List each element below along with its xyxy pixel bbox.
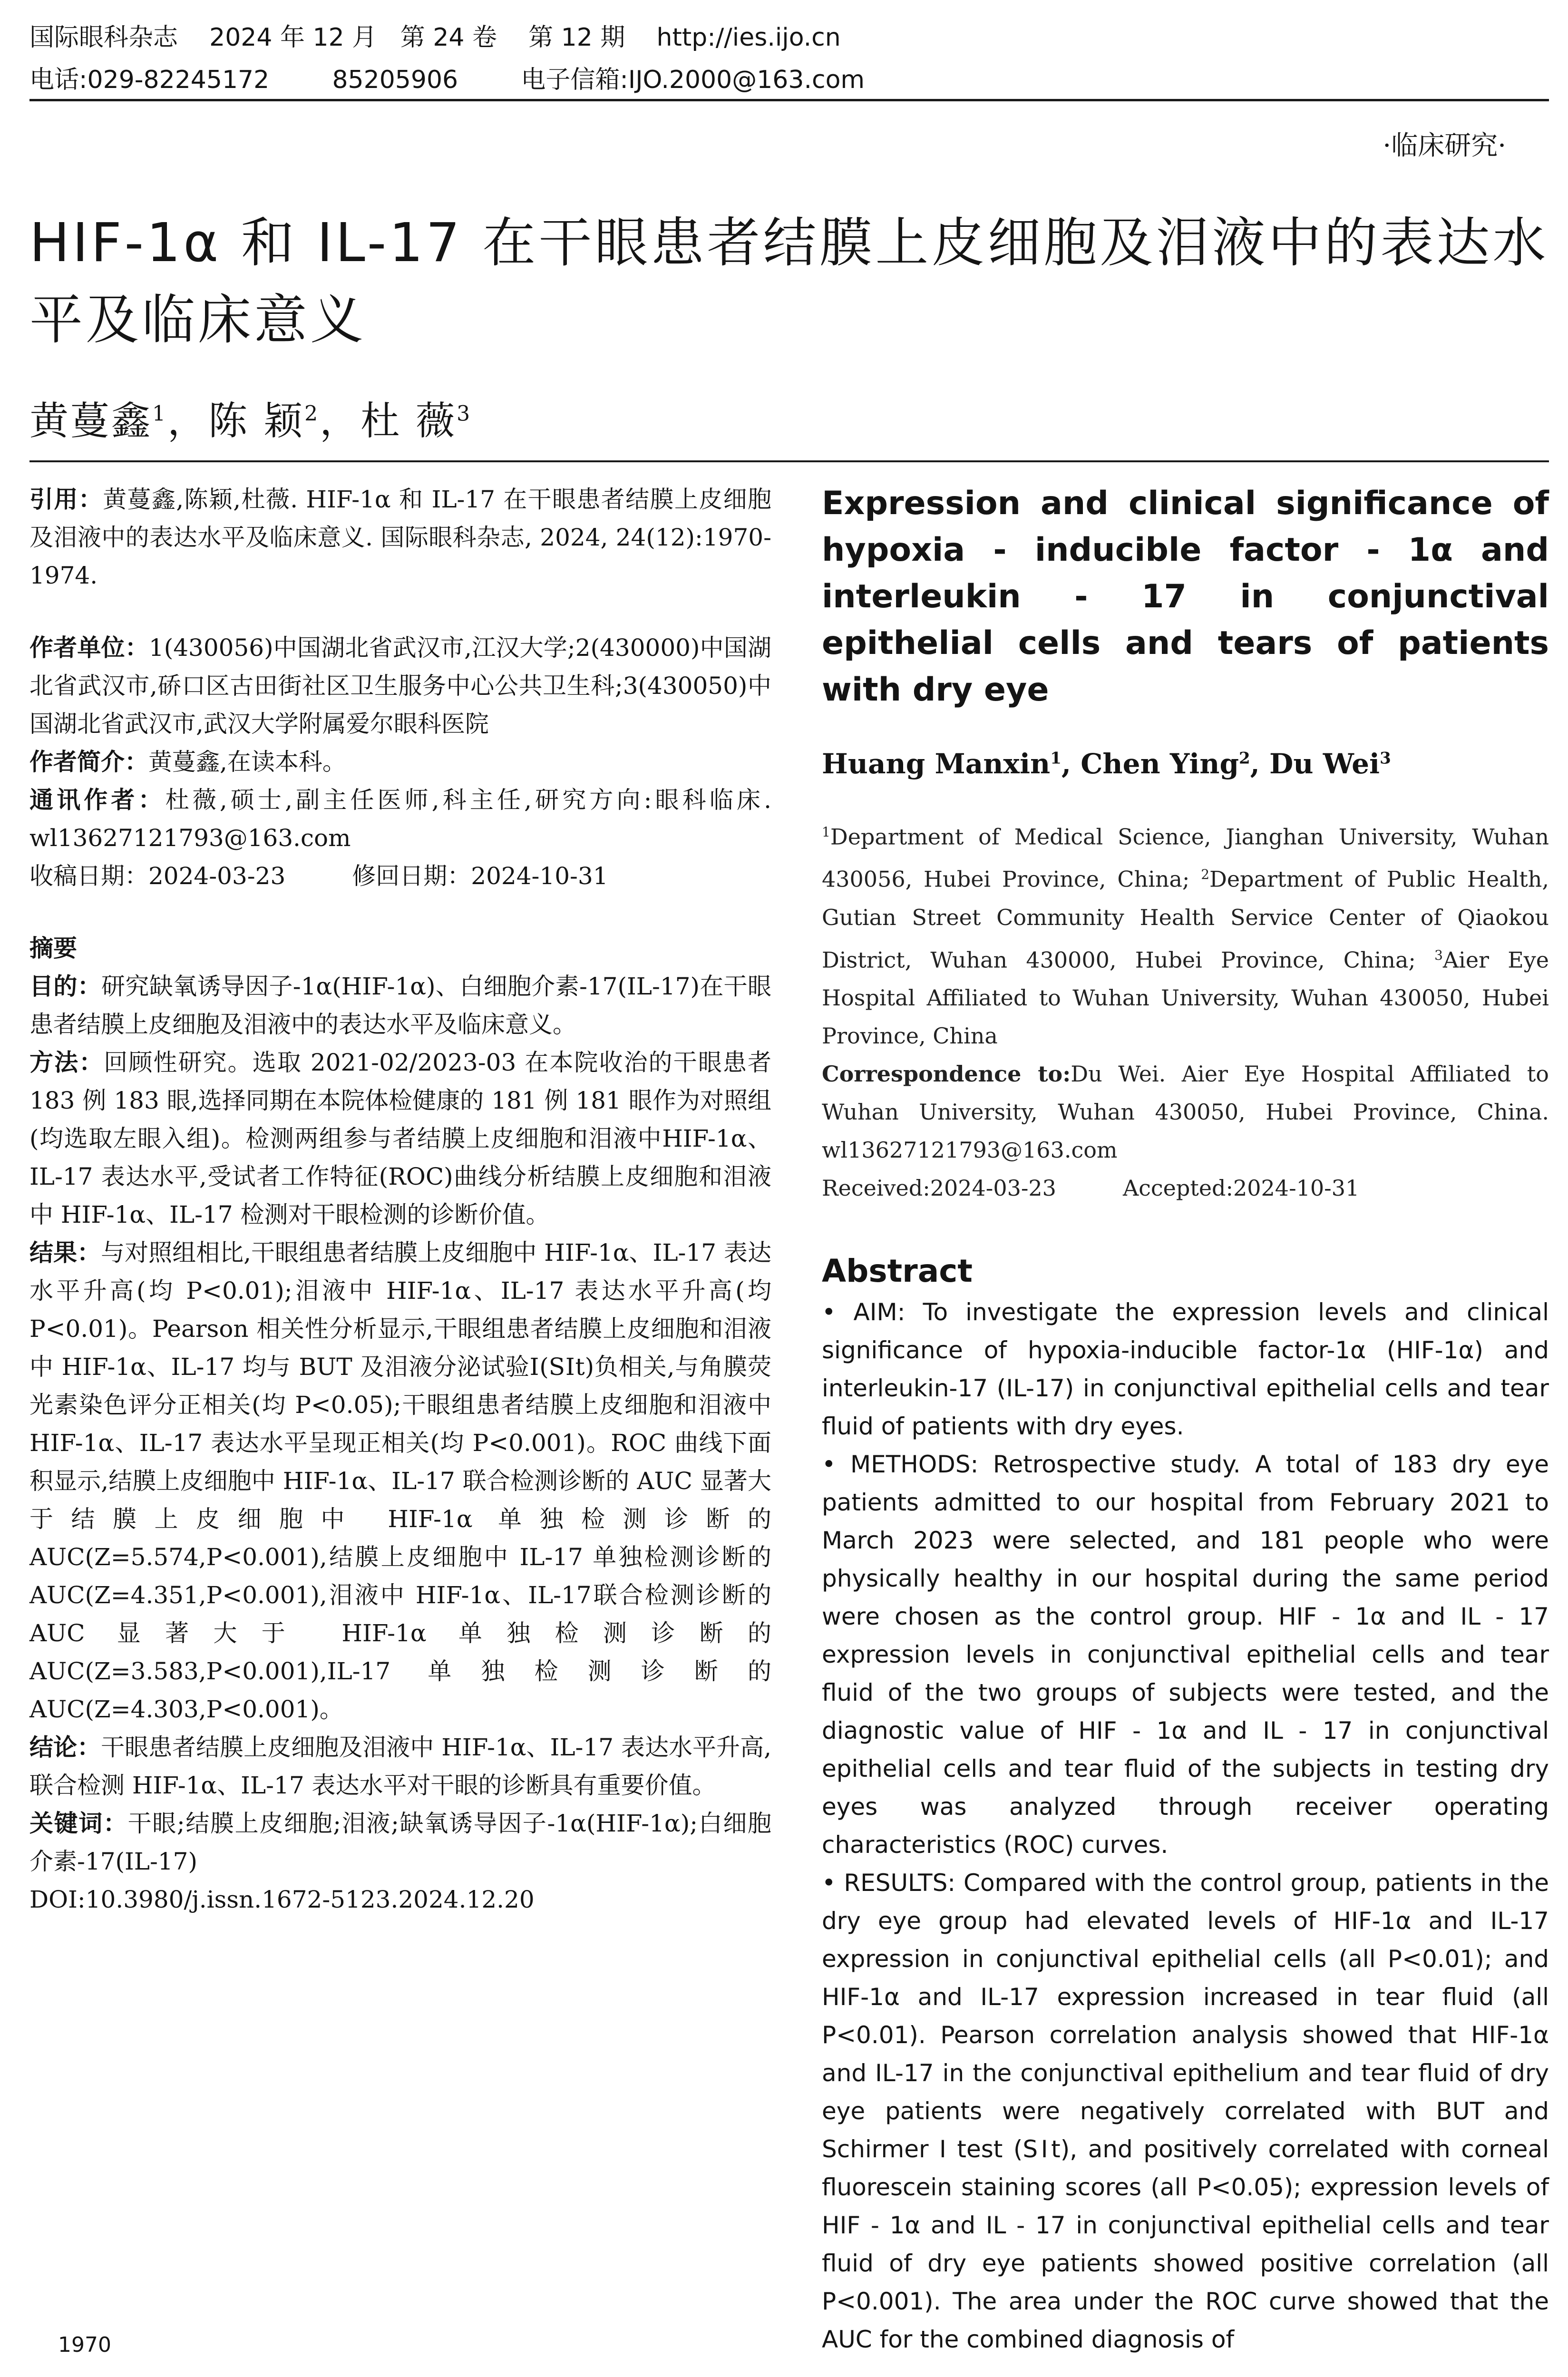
keywords-cn bbox=[29, 1804, 771, 1880]
aim-label: 目的： bbox=[29, 973, 102, 1000]
affiliation-label: 作者单位： bbox=[29, 634, 149, 662]
affil-3: Aier Eye Hospital Affiliated to Wuhan University, Wuhan 430050, Hubei Province, China bbox=[822, 946, 1549, 1049]
abstract-heading-en: Abstract bbox=[822, 1252, 973, 1289]
authors-divider bbox=[29, 460, 1549, 462]
methods-text: 回顾性研究。选取 2021-02/2023-03 在本院收治的干眼患者 183 例 183 眼,选择同期在本院体检健康的 181 例 181 眼作为对照组(均选取左眼入组)。检测两组参与者结膜上皮细胞和泪液中HIF-1α、IL-17 表达水平,受试者工作特征(ROC)曲线分析结膜上皮细胞和泪液中 HIF-1α、IL-17 检测对干眼检测的诊断价值。 bbox=[29, 1049, 771, 1228]
affil-sup-1: 1 bbox=[822, 824, 830, 840]
results-en: • RESULTS: Compared with the control group, patients in the dry eye group had elevated levels of HIF-1α and IL-17 expression in conjunctival epithelial cells (all P<0.01); and HIF-1α and IL-17 expression increased in tear fluid (all P<0.01). Pearson correlation analysis showed that HIF-1α and IL-17 in the conjunctival epithelium and tear fluid of dry eye patients were negatively correlated with BUT and Schirmer I test (SⅠt), and positively correlated with corneal fluorescein staining scores (all P<0.05); expression levels of HIF - 1α and IL - 17 in conjunctival epithelial cells and tear fluid of dry eye patients showed positive correlation (all P<0.001). The area under the ROC curve showed that the AUC for the combined diagnosis of bbox=[822, 1869, 1549, 2353]
results-cn bbox=[29, 1234, 771, 1728]
en-author-2: , Chen Ying bbox=[1061, 748, 1239, 780]
conclusion-text: 干眼患者结膜上皮细胞及泪液中 HIF-1α、IL-17 表达水平升高,联合检测 HIF-1α、IL-17 表达水平对干眼的诊断具有重要价值。 bbox=[29, 1734, 771, 1799]
methods-en: • METHODS: Retrospective study. A total of 183 dry eye patients admitted to our hospital from February 2021 to March 2023 were selected, and 181 people who were physically healthy in our hospital during the same period were chosen as the control group. HIF - 1α and IL - 17 expression levels in conjunctival epithelial cells and tear fluid of the two groups of subjects were tested, and the diagnostic value of HIF - 1α and IL - 17 in conjunctival epithelial cells and tear fluid of the subjects in testing dry eyes was analyzed through receiver operating characteristics (ROC) curves. bbox=[822, 1450, 1549, 1859]
journal-header-line2: 电话:029-82245172 85205906 电子信箱:IJO.2000@163.com bbox=[29, 66, 865, 94]
left-column-cn bbox=[29, 480, 771, 1919]
author-bio bbox=[29, 743, 771, 781]
citation bbox=[29, 480, 771, 594]
methods-cn bbox=[29, 1043, 771, 1234]
en-author-1: Huang Manxin bbox=[822, 748, 1051, 780]
authors-cn bbox=[29, 390, 472, 446]
header-divider bbox=[29, 99, 1549, 101]
affil-1: Department of Medical Science, Jianghan University, Wuhan 430056, Hubei Province, China; bbox=[822, 824, 1549, 892]
author-affiliation bbox=[29, 629, 771, 743]
affil-sup-2: 2 bbox=[1201, 867, 1210, 883]
en-author-2-sup: 2 bbox=[1239, 749, 1250, 768]
affiliation-text: 1(430056)中国湖北省武汉市,江汉大学;2(430000)中国湖北省武汉市,硚口区古田街社区卫生服务中心公共卫生科;3(430050)中国湖北省武汉市,武汉大学附属爱尔眼科医院 bbox=[29, 634, 772, 738]
revised-date-cn: 修回日期：2024-10-31 bbox=[352, 862, 608, 890]
author-1: 黄蔓鑫 bbox=[29, 399, 153, 444]
page-number: 1970 bbox=[58, 2333, 111, 2357]
bio-text: 黄蔓鑫,在读本科。 bbox=[148, 748, 346, 776]
citation-text: 黄蔓鑫,陈颖,杜薇. HIF-1α 和 IL-17 在干眼患者结膜上皮细胞及泪液中的表达水平及临床意义. 国际眼科杂志, 2024, 24(12):1970-1974. bbox=[29, 486, 772, 589]
correspondence-label-en: Correspondence to: bbox=[822, 1061, 1071, 1087]
right-column-en bbox=[822, 480, 1549, 2358]
keywords-text: 干眼;结膜上皮细胞;泪液;缺氧诱导因子-1α(HIF-1α);白细胞介素-17(IL-17) bbox=[29, 1810, 771, 1875]
section-label: ·临床研究· bbox=[1383, 130, 1506, 161]
received-date-cn: 收稿日期：2024-03-23 bbox=[29, 862, 286, 890]
bio-label: 作者简介： bbox=[29, 748, 148, 776]
author-3-sup: 3 bbox=[457, 401, 472, 426]
author-1-sup: 1 bbox=[152, 401, 168, 426]
conclusion-cn bbox=[29, 1728, 771, 1804]
article-title-en: Expression and clinical significance of hypoxia - inducible factor - 1α and interleukin - 17 in conjunctival epithelial cells and tears of patients with dry eye bbox=[822, 485, 1549, 709]
abstract-en bbox=[822, 1293, 1549, 2358]
abstract-heading-cn: 摘要 bbox=[29, 935, 77, 962]
citation-label: 引用： bbox=[29, 486, 103, 513]
aim-cn bbox=[29, 967, 771, 1043]
doi: DOI:10.3980/j.issn.1672-5123.2024.12.20 bbox=[29, 1886, 535, 1913]
aim-en: • AIM: To investigate the expression levels and clinical significance of hypoxia-inducible factor-1α (HIF-1α) and interleukin-17 (IL-17) in conjunctival epithelial cells and tear fluid of patients with dry eyes. bbox=[822, 1298, 1549, 1440]
en-author-1-sup: 1 bbox=[1050, 749, 1062, 768]
affiliation-en-text bbox=[822, 813, 1549, 1055]
corresponding-author bbox=[29, 781, 771, 857]
conclusion-label: 结论： bbox=[29, 1734, 101, 1761]
affil-2: Department of Public Health, Gutian Street Community Health Service Center of Qiaokou District, Wuhan 430000, Hubei Province, China; bbox=[822, 866, 1549, 973]
accepted-date-en: Accepted:2024-10-31 bbox=[1122, 1175, 1360, 1201]
methods-label: 方法： bbox=[29, 1049, 104, 1076]
correspondence-text-en: Du Wei. Aier Eye Hospital Affiliated to Wuhan University, Wuhan 430050, Hubei Province, China. wl13627121793@163.com bbox=[822, 1061, 1549, 1163]
corr-label: 通讯作者： bbox=[29, 786, 166, 814]
affil-sup-3: 3 bbox=[1434, 947, 1443, 963]
results-text: 与对照组相比,干眼组患者结膜上皮细胞中 HIF-1α、IL-17 表达水平升高(均 P<0.01);泪液中 HIF-1α、IL-17 表达水平升高(均 P<0.01)。Pearson 相关性分析显示,干眼组患者结膜上皮细胞和泪液中 HIF-1α、IL-17 均与 BUT 及泪液分泌试验Ⅰ(SⅠt)负相关,与角膜荧光素染色评分正相关(均 P<0.05);干眼组患者结膜上皮细胞和泪液中 HIF-1α、IL-17 表达水平呈现正相关(均 P<0.001)。ROC 曲线下面积显示,结膜上皮细胞中 HIF-1α、IL-17 联合检测诊断的 AUC 显著大于结膜上皮细胞中 HIF-1α 单独检测诊断的 AUC(Z=5.574,P<0.001),结膜上皮细胞中 IL-17 单独检测诊断的 AUC(Z=4.351,P<0.001),泪液中 HIF-1α、IL-17联合检测诊断的 AUC 显著大于 HIF-1α 单独检测诊断的 AUC(Z=3.583,P<0.001),IL-17 单独检测诊断的 AUC(Z=4.303,P<0.001)。 bbox=[29, 1239, 771, 1723]
corr-text: 杜薇,硕士,副主任医师,科主任,研究方向:眼科临床. wl13627121793@163.com bbox=[29, 786, 772, 852]
authors-en bbox=[822, 748, 1549, 780]
correspondence-en bbox=[822, 1055, 1549, 1169]
affiliations-en bbox=[822, 813, 1549, 1207]
author-2-sup: 2 bbox=[304, 401, 320, 426]
keywords-label: 关键词： bbox=[29, 1810, 128, 1837]
dates-cn bbox=[29, 857, 771, 895]
dates-en bbox=[822, 1169, 1549, 1207]
en-author-3-sup: 3 bbox=[1380, 749, 1391, 768]
en-author-3: , Du Wei bbox=[1250, 748, 1380, 780]
journal-header-line1: 国际眼科杂志 2024 年 12 月 第 24 卷 第 12 期 http://ies.ijo.cn bbox=[29, 23, 841, 52]
received-date-en: Received:2024-03-23 bbox=[822, 1175, 1056, 1201]
author-3: ，杜 薇 bbox=[320, 399, 457, 444]
results-label: 结果： bbox=[29, 1239, 101, 1266]
article-title-cn: HIF-1α 和 IL-17 在干眼患者结膜上皮细胞及泪液中的表达水平及临床意义 bbox=[29, 212, 1549, 351]
author-2: ，陈 颖 bbox=[167, 399, 305, 444]
aim-text: 研究缺氧诱导因子-1α(HIF-1α)、白细胞介素-17(IL-17)在干眼患者结膜上皮细胞及泪液中的表达水平及临床意义。 bbox=[29, 973, 772, 1038]
